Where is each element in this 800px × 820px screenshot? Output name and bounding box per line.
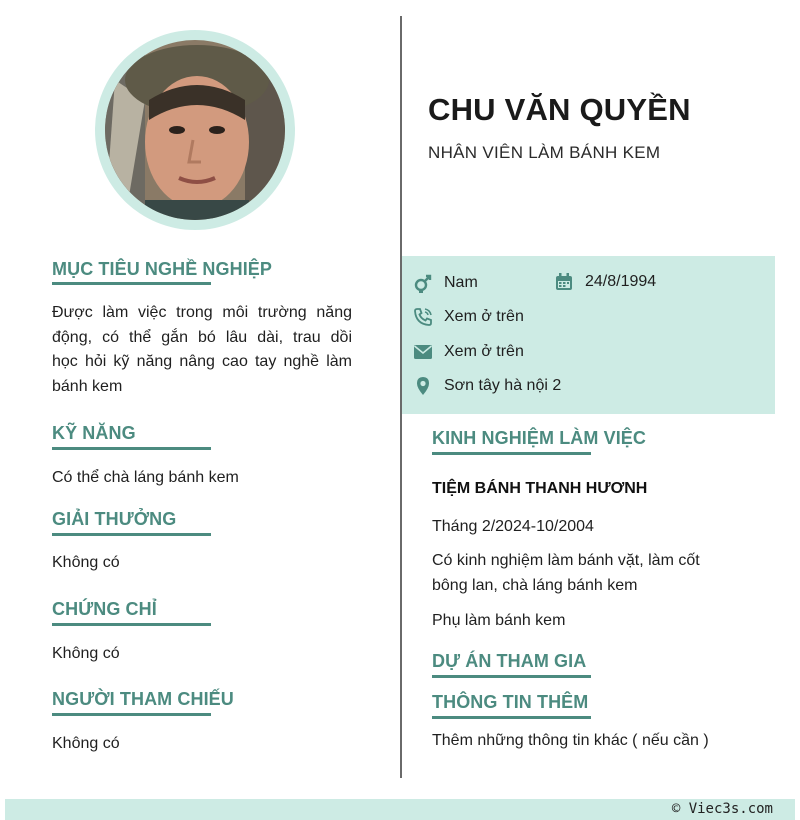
awards-text: Không có xyxy=(52,554,120,571)
objective-line: học hỏi kỹ năng nâng cao tay nghề làm xyxy=(52,353,352,370)
contact-dob xyxy=(553,270,656,294)
candidate-role: NHÂN VIÊN LÀM BÁNH KEM xyxy=(428,143,661,162)
extra-info-rule xyxy=(432,716,591,719)
objective-text xyxy=(52,301,352,399)
job-position: Phụ làm bánh kem xyxy=(432,612,566,629)
objective-rule xyxy=(52,282,211,285)
extra-info-text: Thêm những thông tin khác ( nếu cần ) xyxy=(432,732,709,749)
job-description-line: bông lan, chà láng bánh kem xyxy=(432,576,638,594)
objective-title: MỤC TIÊU NGHỀ NGHIỆP xyxy=(52,259,273,279)
certificates-text: Không có xyxy=(52,645,120,662)
phone-icon xyxy=(412,306,434,328)
objective-line: động, có thể gắn bó lâu dài, trau dồi xyxy=(52,328,352,346)
phone-value: Xem ở trên xyxy=(444,308,524,325)
avatar xyxy=(105,40,285,220)
awards-rule xyxy=(52,533,211,536)
job-description xyxy=(432,549,742,598)
contact-gender xyxy=(412,271,478,295)
experience-rule xyxy=(432,452,591,455)
objective-line: bánh kem xyxy=(52,377,123,395)
job-company: TIỆM BÁNH THANH HƯƠNH xyxy=(432,480,648,497)
job-description-line: Có kinh nghiệm làm bánh vặt, làm cốt xyxy=(432,552,700,569)
references-rule xyxy=(52,713,211,716)
dob-value: 24/8/1994 xyxy=(585,273,657,290)
projects-title: DỰ ÁN THAM GIA xyxy=(432,651,587,671)
awards-title: GIẢI THƯỞNG xyxy=(52,509,177,529)
footer-bar xyxy=(5,799,795,820)
email-icon xyxy=(412,341,434,363)
references-title: NGƯỜI THAM CHIẾU xyxy=(52,689,234,709)
contact-email xyxy=(412,340,524,364)
skills-title: KỸ NĂNG xyxy=(52,423,136,443)
candidate-name: CHU VĂN QUYỀN xyxy=(428,92,691,127)
references-text: Không có xyxy=(52,735,120,752)
contact-phone xyxy=(412,305,524,329)
projects-rule xyxy=(432,675,591,678)
address-value: Sơn tây hà nội 2 xyxy=(444,377,562,394)
skills-text: Có thể chà láng bánh kem xyxy=(52,469,239,486)
calendar-icon xyxy=(553,271,575,293)
skills-rule xyxy=(52,447,211,450)
experience-title: KINH NGHIỆM LÀM VIỆC xyxy=(432,428,647,448)
email-value: Xem ở trên xyxy=(444,343,524,360)
extra-info-title: THÔNG TIN THÊM xyxy=(432,692,589,712)
location-icon xyxy=(412,375,434,397)
objective-line: Được làm việc trong môi trường năng xyxy=(52,304,352,321)
gender-value: Nam xyxy=(444,274,478,291)
certificates-rule xyxy=(52,623,211,626)
avatar-frame xyxy=(95,30,295,230)
contact-address xyxy=(412,374,561,398)
certificates-title: CHỨNG CHỈ xyxy=(52,599,157,619)
copyright-text[interactable]: © Viec3s.com xyxy=(671,801,773,817)
gender-icon xyxy=(412,272,434,294)
job-period: Tháng 2/2024-10/2004 xyxy=(432,518,594,535)
